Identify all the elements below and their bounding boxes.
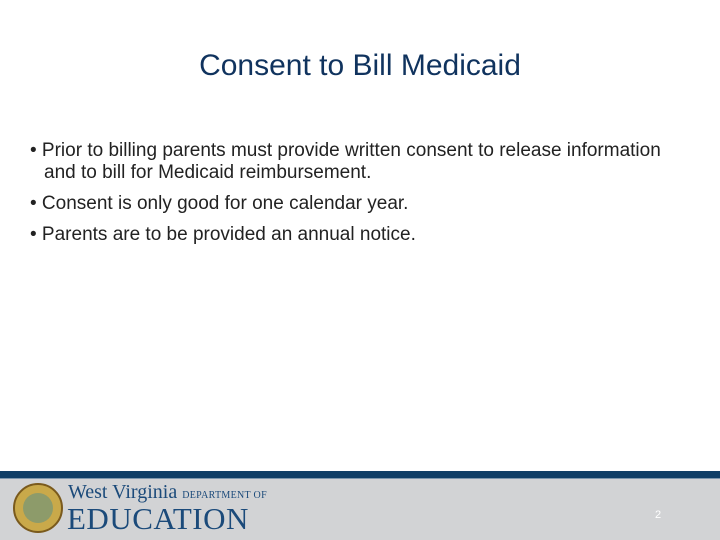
bullet-item: • Parents are to be provided an annual notice. <box>30 224 416 245</box>
slide-title: Consent to Bill Medicaid <box>199 49 521 82</box>
state-seal-icon <box>13 483 63 533</box>
bullet-list <box>30 140 690 255</box>
bullet-item: • Prior to billing parents must provide written consent to release information and to bill for Medicaid reimbursement. <box>30 140 661 183</box>
footer <box>0 479 720 540</box>
footer-divider <box>0 471 720 479</box>
logo-state-name: West Virginia <box>68 481 178 503</box>
logo-line2: EDUCATION <box>67 501 249 536</box>
bullet-item: • Consent is only good for one calendar year. <box>30 193 409 214</box>
page-number: 2 <box>655 509 662 521</box>
logo-line1 <box>68 482 267 502</box>
logo-department-of: DEPARTMENT OF <box>182 490 267 501</box>
